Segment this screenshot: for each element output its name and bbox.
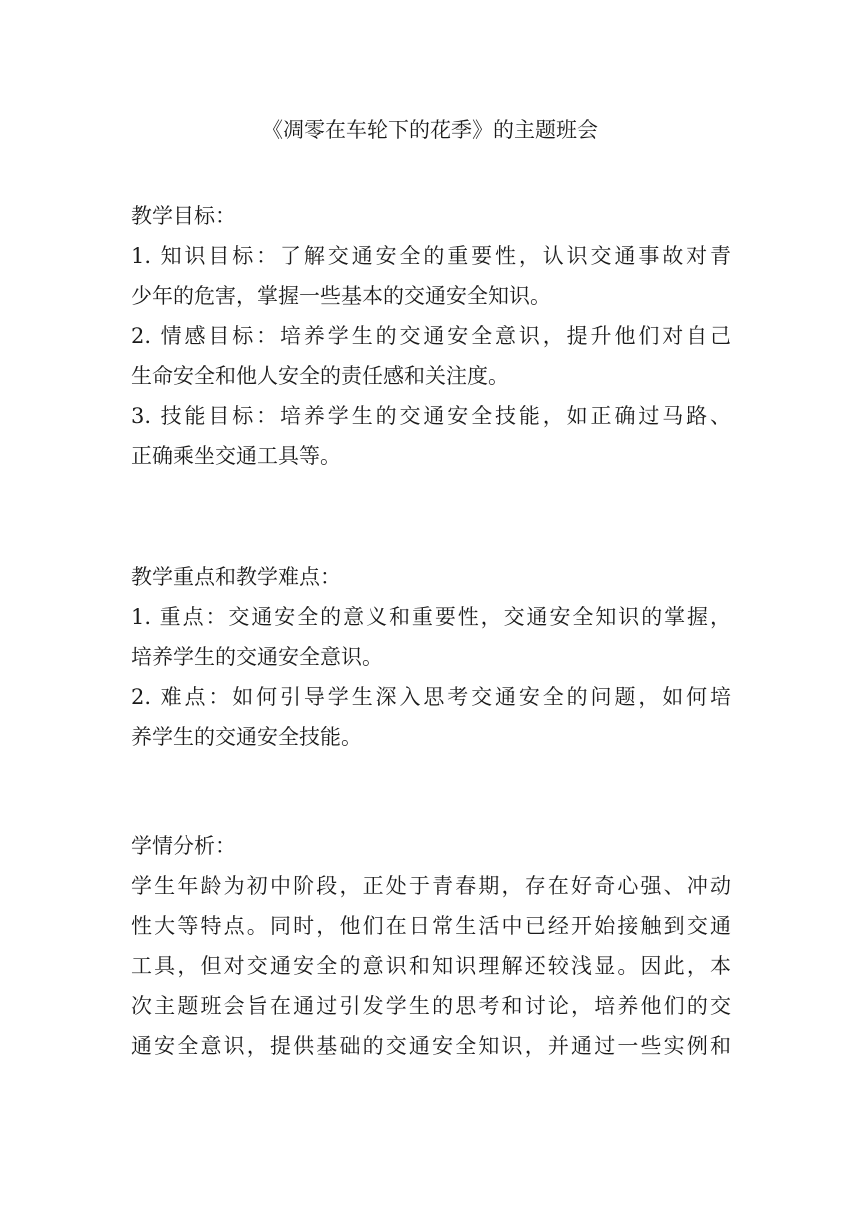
paragraph-line: 工具，但对交通安全的意识和知识理解还较浅显。因此，本 <box>131 954 731 978</box>
paragraph-line: 次主题班会旨在通过引发学生的思考和讨论，培养他们的交 <box>131 994 731 1018</box>
paragraph-line: 通安全意识，提供基础的交通安全知识，并通过一些实例和 <box>131 1034 731 1058</box>
paragraph-line: 2. 难点：如何引导学生深入思考交通安全的问题，如何培 <box>131 685 731 709</box>
analysis-section <box>131 826 731 1066</box>
paragraph-line: 培养学生的交通安全意识。 <box>131 645 383 669</box>
paragraph-line: 正确乘坐交通工具等。 <box>131 444 341 468</box>
paragraph-line: 养学生的交通安全技能。 <box>131 725 362 749</box>
paragraph-line: 性大等特点。同时，他们在日常生活中已经开始接触到交通 <box>131 914 731 938</box>
key-points-section <box>131 557 731 757</box>
paragraph-line: 1. 知识目标：了解交通安全的重要性，认识交通事故对青 <box>131 244 731 268</box>
key-points-heading: 教学重点和教学难点： <box>131 565 341 589</box>
paragraph-line: 学生年龄为初中阶段，正处于青春期，存在好奇心强、冲动 <box>131 874 731 898</box>
paragraph-line: 少年的危害，掌握一些基本的交通安全知识。 <box>131 284 551 308</box>
paragraph-line: 1. 重点：交通安全的意义和重要性，交通安全知识的掌握， <box>131 605 731 629</box>
analysis-heading: 学情分析： <box>131 834 236 858</box>
paragraph-line: 生命安全和他人安全的责任感和关注度。 <box>131 364 509 388</box>
objectives-section <box>131 196 731 476</box>
document-title: 《凋零在车轮下的花季》的主题班会 <box>262 118 598 142</box>
objectives-heading: 教学目标： <box>131 204 236 228</box>
paragraph-line: 3. 技能目标：培养学生的交通安全技能，如正确过马路、 <box>131 404 731 428</box>
paragraph-line: 2. 情感目标：培养学生的交通安全意识，提升他们对自己 <box>131 324 731 348</box>
